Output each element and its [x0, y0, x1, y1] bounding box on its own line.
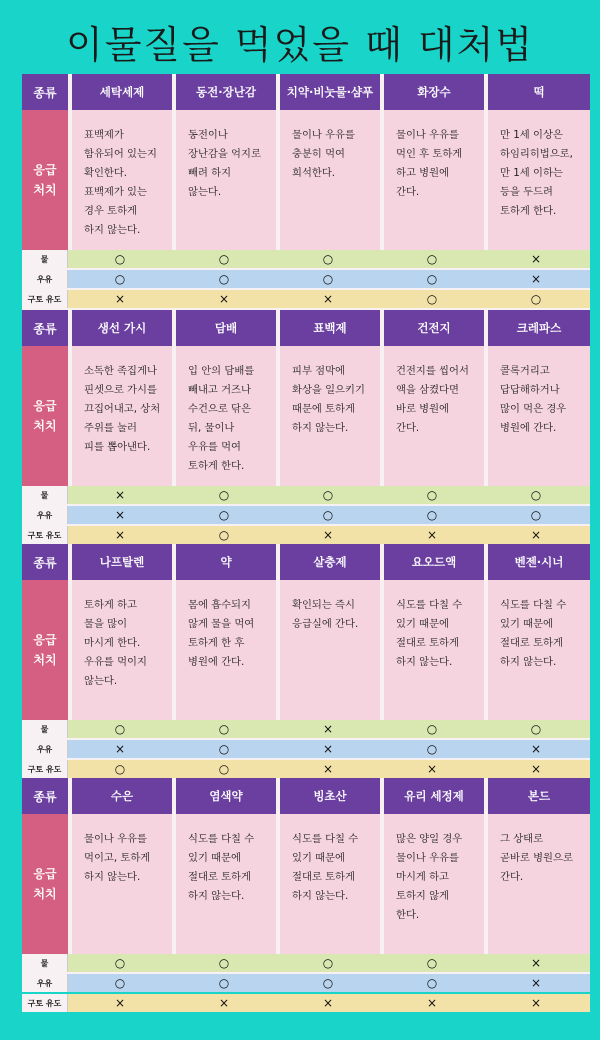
aid-row [22, 814, 590, 954]
first-aid-text-line: 소독한 족집게나 [84, 365, 157, 377]
first-aid-text-line: 않는다. [188, 186, 222, 198]
mark-cell: × [322, 292, 334, 306]
first-aid-text-line: 경우 토하게 [84, 205, 138, 217]
mark-cell: × [114, 508, 126, 522]
substance-header: 세탁세제 [68, 74, 172, 110]
first-aid-text-line: 콜록거리고 [500, 365, 550, 377]
first-aid-text-line: 절대로 토하게 [188, 871, 251, 883]
first-aid-text-line: 피부 점막에 [292, 365, 346, 377]
first-aid-text-line: 마시게 하고 [396, 871, 450, 883]
milk-row [22, 506, 590, 524]
mark-cell: × [114, 528, 126, 542]
first-aid-text [484, 580, 590, 720]
first-aid-text-line: 등을 두드려 [500, 186, 554, 198]
substance-header: 크레파스 [484, 310, 590, 346]
mark-cell: ○ [218, 956, 230, 970]
first-aid-text-line: 표백제가 [84, 129, 124, 141]
substance-header: 떡 [484, 74, 590, 110]
substance-header: 본드 [484, 778, 590, 814]
first-aid-text-line: 피를 뽑아낸다. [84, 441, 151, 453]
first-aid-label-line: 처치 [33, 887, 57, 901]
first-aid-label-line: 응급 [33, 867, 57, 881]
first-aid-text-line: 하지 않는다. [84, 871, 141, 883]
mark-cell: ○ [426, 272, 438, 286]
first-aid-label-line: 처치 [33, 183, 57, 197]
first-aid-text [276, 110, 380, 250]
first-aid-text-line: 한다. [396, 909, 420, 921]
mark-cell: ○ [218, 976, 230, 990]
mark-cell: ○ [322, 976, 334, 990]
first-aid-table [22, 74, 590, 1010]
mark-cell: ○ [322, 252, 334, 266]
first-aid-text-line: 만 1세 이상은 [500, 129, 563, 141]
water-label: 물 [22, 250, 68, 268]
first-aid-text-line: 희석한다. [292, 167, 336, 179]
table-section [22, 310, 590, 546]
first-aid-text-line: 뒤, 물이나 [188, 422, 235, 434]
milk-label: 우유 [22, 740, 68, 758]
first-aid-text-line: 하지 않는다. [500, 656, 557, 668]
first-aid-text-line: 먹이고, 토하게 [84, 852, 151, 864]
first-aid-text-line: 않는다. [84, 675, 118, 687]
table-section [22, 778, 590, 1014]
mark-cell: × [530, 742, 542, 756]
first-aid-text [380, 110, 484, 250]
first-aid-label-line: 처치 [33, 419, 57, 433]
first-aid-text [172, 814, 276, 954]
first-aid-text-line: 핀셋으로 가시를 [84, 384, 157, 396]
first-aid-text-line: 입 안의 담배를 [188, 365, 255, 377]
mark-cell: ○ [322, 488, 334, 502]
mark-cell: ○ [218, 488, 230, 502]
first-aid-text-line: 토하게 한다. [188, 460, 245, 472]
first-aid-text-line: 먹인 후 토하게 [396, 148, 463, 160]
milk-label: 우유 [22, 974, 68, 992]
first-aid-text-line: 확인한다. [84, 167, 128, 179]
header-row [22, 544, 590, 580]
first-aid-text-line: 하지 않는다. [396, 656, 453, 668]
first-aid-text-line: 수건으로 닦은 [188, 403, 251, 415]
mark-cell: × [530, 996, 542, 1010]
first-aid-label [22, 814, 68, 954]
mark-cell: × [114, 488, 126, 502]
first-aid-text [276, 580, 380, 720]
first-aid-text [276, 814, 380, 954]
first-aid-text-line: 그 상태로 [500, 833, 544, 845]
first-aid-text [68, 110, 172, 250]
mark-cell: × [530, 956, 542, 970]
mark-cell: ○ [530, 488, 542, 502]
first-aid-label-line: 응급 [33, 399, 57, 413]
mark-cell: ○ [218, 742, 230, 756]
mark-cell: × [322, 528, 334, 542]
substance-header: 수은 [68, 778, 172, 814]
first-aid-text-line: 병원에 간다. [188, 656, 245, 668]
water-row [22, 720, 590, 738]
vomit-induction-row [22, 526, 590, 544]
first-aid-text [380, 580, 484, 720]
substance-header: 치약·비눗물·샴푸 [276, 74, 380, 110]
mark-cell: ○ [426, 722, 438, 736]
water-row [22, 954, 590, 972]
mark-cell: ○ [322, 272, 334, 286]
first-aid-text-line: 식도를 다칠 수 [188, 833, 255, 845]
aid-row [22, 580, 590, 720]
first-aid-label [22, 346, 68, 486]
kind-label: 종류 [22, 544, 68, 580]
mark-cell: ○ [426, 508, 438, 522]
substance-header: 화장수 [380, 74, 484, 110]
first-aid-text-line: 토하게 한 후 [188, 637, 245, 649]
mark-cell: ○ [530, 722, 542, 736]
mark-cell: × [530, 762, 542, 776]
first-aid-text-line: 주위를 눌러 [84, 422, 138, 434]
mark-cell: ○ [218, 272, 230, 286]
first-aid-text-line: 때문에 토하게 [292, 403, 355, 415]
mark-cell: × [426, 762, 438, 776]
vomit-induction-row [22, 290, 590, 308]
first-aid-text-line: 절대로 토하게 [292, 871, 355, 883]
first-aid-text-line: 물이나 우유를 [84, 833, 147, 845]
water-label: 물 [22, 954, 68, 972]
page-title: 이물질을 먹었을 때 대처법 [65, 23, 535, 67]
substance-header: 나프탈렌 [68, 544, 172, 580]
first-aid-text-line: 식도를 다칠 수 [500, 599, 567, 611]
milk-label: 우유 [22, 506, 68, 524]
mark-cell: × [322, 762, 334, 776]
first-aid-text-line: 토하게 한다. [500, 205, 557, 217]
aid-row [22, 346, 590, 486]
milk-row [22, 740, 590, 758]
first-aid-text-line: 물이나 우유를 [396, 852, 459, 864]
first-aid-text-line: 빼내고 거즈나 [188, 384, 251, 396]
mark-cell: × [322, 996, 334, 1010]
first-aid-text-line: 하임리히법으로, [500, 148, 573, 160]
first-aid-text-line: 액을 삼켰다면 [396, 384, 459, 396]
first-aid-text [68, 814, 172, 954]
first-aid-text-line: 절대로 토하게 [500, 637, 563, 649]
first-aid-text-line: 하지 않는다. [292, 890, 349, 902]
vomit-induction-label: 구토 유도 [22, 526, 68, 544]
mark-cell: ○ [218, 508, 230, 522]
first-aid-text-line: 많은 양일 경우 [396, 833, 463, 845]
mark-cell: × [530, 528, 542, 542]
milk-label: 우유 [22, 270, 68, 288]
first-aid-text-line: 답답해하거나 [500, 384, 560, 396]
first-aid-text-line: 간다. [500, 871, 524, 883]
vomit-induction-label: 구토 유도 [22, 994, 68, 1012]
mark-cell: × [530, 976, 542, 990]
table-section [22, 544, 590, 780]
first-aid-text-line: 우유를 먹여 [188, 441, 242, 453]
first-aid-text-line: 몸에 흡수되지 [188, 599, 251, 611]
mark-cell: × [114, 996, 126, 1010]
mark-cell: ○ [114, 722, 126, 736]
first-aid-text-line: 장난감을 억지로 [188, 148, 261, 160]
first-aid-text [484, 814, 590, 954]
first-aid-text [380, 346, 484, 486]
first-aid-text-line: 표백제가 있는 [84, 186, 147, 198]
mark-cell: × [218, 996, 230, 1010]
mark-cell: × [218, 292, 230, 306]
mark-cell: × [530, 252, 542, 266]
first-aid-text-line: 있기 때문에 [292, 852, 346, 864]
mark-cell: × [530, 272, 542, 286]
first-aid-text [380, 814, 484, 954]
mark-cell: ○ [218, 252, 230, 266]
first-aid-text-line: 하고 병원에 [396, 167, 450, 179]
first-aid-text-line: 응급실에 간다. [292, 618, 359, 630]
first-aid-text-line: 있기 때문에 [500, 618, 554, 630]
milk-row [22, 270, 590, 288]
first-aid-text-line: 토하지 않게 [396, 890, 450, 902]
substance-header: 요오드액 [380, 544, 484, 580]
first-aid-label-line: 응급 [33, 633, 57, 647]
first-aid-text-line: 동전이나 [188, 129, 228, 141]
substance-header: 담배 [172, 310, 276, 346]
mark-cell: ○ [426, 976, 438, 990]
first-aid-text-line: 곧바로 병원으로 [500, 852, 573, 864]
substance-header: 약 [172, 544, 276, 580]
vomit-induction-row [22, 760, 590, 778]
first-aid-text-line: 만 1세 이하는 [500, 167, 563, 179]
first-aid-text-line: 빼려 하지 [188, 167, 232, 179]
mark-cell: × [426, 996, 438, 1010]
mark-cell: ○ [114, 976, 126, 990]
first-aid-text [172, 110, 276, 250]
first-aid-label-line: 처치 [33, 653, 57, 667]
first-aid-text-line: 마시게 한다. [84, 637, 141, 649]
first-aid-label [22, 580, 68, 720]
first-aid-text-line: 있기 때문에 [188, 852, 242, 864]
mark-cell: ○ [426, 252, 438, 266]
first-aid-label [22, 110, 68, 250]
mark-cell: × [114, 742, 126, 756]
first-aid-text-line: 식도를 다칠 수 [396, 599, 463, 611]
first-aid-text [68, 346, 172, 486]
first-aid-text-line: 하지 않는다. [292, 422, 349, 434]
first-aid-text-line: 있기 때문에 [396, 618, 450, 630]
first-aid-text-line: 확인되는 즉시 [292, 599, 355, 611]
first-aid-text-line: 간다. [396, 186, 420, 198]
substance-header: 살충제 [276, 544, 380, 580]
kind-label: 종류 [22, 74, 68, 110]
first-aid-text-line: 화상을 일으키기 [292, 384, 365, 396]
mark-cell: ○ [114, 272, 126, 286]
mark-cell: ○ [114, 762, 126, 776]
first-aid-text-line: 바로 병원에 [396, 403, 450, 415]
first-aid-text-line: 물이나 우유를 [292, 129, 355, 141]
mark-cell: ○ [530, 292, 542, 306]
aid-row [22, 110, 590, 250]
water-row [22, 486, 590, 504]
substance-header: 빙초산 [276, 778, 380, 814]
header-row [22, 778, 590, 814]
first-aid-text [484, 346, 590, 486]
first-aid-text [276, 346, 380, 486]
first-aid-text-line: 물을 많이 [84, 618, 128, 630]
vomit-induction-label: 구토 유도 [22, 290, 68, 308]
mark-cell: ○ [114, 252, 126, 266]
first-aid-text-line: 우유를 먹이지 [84, 656, 147, 668]
mark-cell: ○ [322, 508, 334, 522]
first-aid-text-line: 물이나 우유를 [396, 129, 459, 141]
first-aid-text-line: 건전지를 씹어서 [396, 365, 469, 377]
table-section [22, 74, 590, 310]
substance-header: 동전·장난감 [172, 74, 276, 110]
first-aid-text [484, 110, 590, 250]
first-aid-text-line: 충분히 먹여 [292, 148, 346, 160]
substance-header: 유리 세정제 [380, 778, 484, 814]
mark-cell: ○ [218, 722, 230, 736]
first-aid-text-line: 간다. [396, 422, 420, 434]
vomit-induction-label: 구토 유도 [22, 760, 68, 778]
first-aid-text [68, 580, 172, 720]
mark-cell: ○ [218, 762, 230, 776]
mark-cell: ○ [114, 956, 126, 970]
first-aid-text-line: 식도를 다칠 수 [292, 833, 359, 845]
first-aid-text-line: 병원에 간다. [500, 422, 557, 434]
mark-cell: ○ [530, 508, 542, 522]
first-aid-text-line: 끄집어내고, 상처 [84, 403, 161, 415]
mark-cell: × [114, 292, 126, 306]
milk-row [22, 974, 590, 992]
kind-label: 종류 [22, 778, 68, 814]
mark-cell: × [426, 528, 438, 542]
first-aid-text-line: 하지 않는다. [84, 224, 141, 236]
first-aid-text-line: 하지 않는다. [188, 890, 245, 902]
vomit-induction-row [22, 994, 590, 1012]
mark-cell: ○ [426, 292, 438, 306]
mark-cell: × [322, 722, 334, 736]
first-aid-text-line: 않게 물을 먹여 [188, 618, 255, 630]
substance-header: 염색약 [172, 778, 276, 814]
first-aid-text [172, 346, 276, 486]
mark-cell: ○ [322, 956, 334, 970]
first-aid-text-line: 많이 먹은 경우 [500, 403, 567, 415]
substance-header: 건전지 [380, 310, 484, 346]
water-label: 물 [22, 486, 68, 504]
mark-cell: ○ [426, 956, 438, 970]
mark-cell: × [322, 742, 334, 756]
header-row [22, 310, 590, 346]
water-row [22, 250, 590, 268]
first-aid-text [172, 580, 276, 720]
mark-cell: ○ [426, 742, 438, 756]
mark-cell: ○ [426, 488, 438, 502]
first-aid-text-line: 토하게 하고 [84, 599, 138, 611]
kind-label: 종류 [22, 310, 68, 346]
substance-header: 벤젠·시너 [484, 544, 590, 580]
first-aid-text-line: 함유되어 있는지 [84, 148, 157, 160]
substance-header: 표백제 [276, 310, 380, 346]
mark-cell: ○ [218, 528, 230, 542]
header-row [22, 74, 590, 110]
first-aid-text-line: 절대로 토하게 [396, 637, 459, 649]
first-aid-label-line: 응급 [33, 163, 57, 177]
substance-header: 생선 가시 [68, 310, 172, 346]
water-label: 물 [22, 720, 68, 738]
